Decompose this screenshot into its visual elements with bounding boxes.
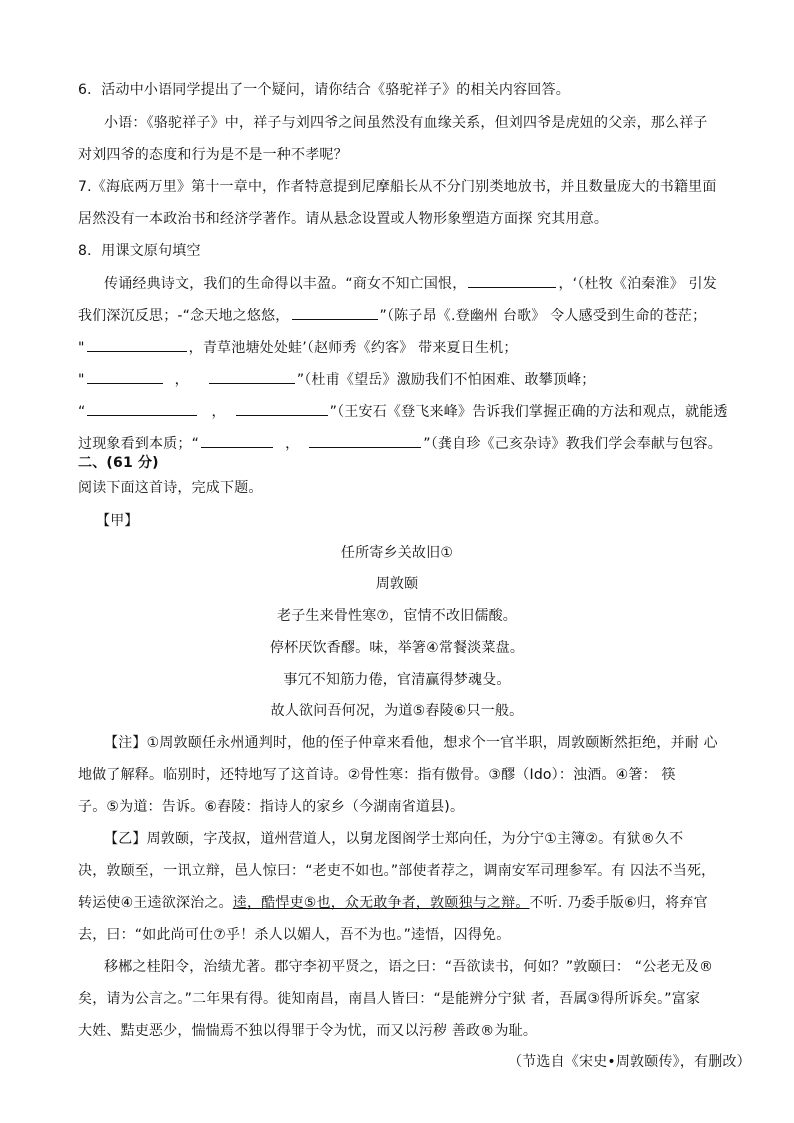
fill-blank-6[interactable] bbox=[87, 401, 197, 416]
q6-quote-line1: 小语：《骆驼祥子》中，祥子与刘四爷之间虽然没有血缘关系，但刘四爷是虎妞的父亲，那么祥子 bbox=[104, 115, 708, 131]
note-line1: 【注】①周敦颐任永州通判时，他的侄子仲章来看他，想求个一官半职，周敦颐断然拒绝，并耐 心 bbox=[104, 735, 718, 751]
poem-title: 任所寄乡关故旧① bbox=[340, 545, 454, 561]
source-citation: （节选自《宋史•周敦颐传》，有删改） bbox=[508, 1054, 751, 1070]
fill-blank-2[interactable] bbox=[292, 305, 378, 320]
passage-jia-label: 【甲】 bbox=[96, 513, 139, 529]
poem-line: 故人欲问吾何况，为道⑤舂陵⑥只一般。 bbox=[270, 703, 524, 719]
fill-blank-4[interactable] bbox=[87, 369, 163, 384]
poem-line: 老子生来骨性寒⑦，宦情不改旧儒酸。 bbox=[277, 608, 517, 624]
q8-line3-text: ，青草池塘处处蛙’（赵师秀《约客》 带来夏日生机； bbox=[188, 340, 518, 356]
q8-line6-comma: ， bbox=[285, 436, 300, 452]
q8-line2 bbox=[78, 305, 706, 326]
poem-line: 停杯厌饮香醪。味，举箸④常餐淡菜盘。 bbox=[269, 640, 525, 656]
fill-blank-7[interactable] bbox=[236, 401, 328, 416]
section-instruction: 阅读下面这首诗，完成下题。 bbox=[78, 480, 263, 496]
yi-line2: 决，敦颐至，一讯立辩，邑人惊曰：“老吏不如也。”部使者荐之，调南安军司理参军。有 囚法不当死， bbox=[78, 863, 716, 879]
q8-line6-text-a: 过现象看到本质；“ bbox=[78, 436, 200, 452]
q8-line4-text: ”（杜甫《望岳》激励我们不怕困难、敢攀顶峰； bbox=[296, 372, 596, 388]
note-line2: 地做了解释。临别时，还特地写了这首诗。②骨性寒：指有傲骨。③醪（Ido）：浊酒。④箸： 筷 bbox=[78, 767, 676, 783]
yi-line5: 移郴之桂阳令，治绩尤著。郡守李初平贤之，语之曰：“吾欲读书，何如？”敦颐曰： “公老无及® bbox=[104, 959, 714, 975]
yi-line3 bbox=[78, 893, 708, 913]
note-line3: 子。⑤为道：告诉。⑥舂陵：指诗人的家乡（今湖南省道县)。 bbox=[78, 799, 465, 815]
q8-line3-quote: " bbox=[78, 340, 85, 356]
poem-author: 周敦颐 bbox=[375, 576, 419, 592]
yi-line3-text-a: 转运使④王逵欲深治之。 bbox=[78, 895, 233, 911]
q8-line1-text-b: ，‘（杜牧《泊秦淮》 引发 bbox=[558, 276, 717, 292]
q8-line4-quote: " bbox=[78, 372, 85, 388]
fill-blank-8[interactable] bbox=[201, 433, 273, 448]
yi-line1: 【乙】周敦颐，字茂叔，道州营道人，以舅龙图阁学士郑向任，为分宁①主簿②。有狱®久不 bbox=[104, 831, 684, 847]
fill-blank-3[interactable] bbox=[87, 337, 187, 352]
q8-title: 8．用课文原句填空 bbox=[78, 243, 201, 259]
section-heading: 二、(61 分) bbox=[78, 455, 159, 471]
q6-prompt: 6．活动中小语同学提出了一个疑问，请你结合《骆驼祥子》的相关内容回答。 bbox=[78, 82, 570, 98]
q8-line1-text-a: 传诵经典诗文，我们的生命得以丰盈。“商女不知亡国恨， bbox=[104, 276, 467, 292]
q8-line5-quote: “ bbox=[78, 404, 86, 420]
q6-quote-line2: 对刘四爷的态度和行为是不是一种不孝呢？ bbox=[78, 147, 348, 163]
q8-line4 bbox=[78, 369, 596, 390]
q8-line5 bbox=[78, 401, 728, 422]
yi-line6: 矣，请为公言之。”二年果有得。徙知南昌，南昌人皆曰：“是能辨分宁狱 者，吾属③得所诉矣。”富家 bbox=[78, 991, 701, 1007]
q8-line6 bbox=[78, 433, 722, 454]
fill-blank-9[interactable] bbox=[309, 433, 421, 448]
q8-line4-comma: ， bbox=[174, 372, 189, 388]
poem-line: 事冗不知筋力倦，官清赢得梦魂殳。 bbox=[283, 672, 511, 688]
q8-line2-text-a: 我们深沉反思；-“念天地之悠悠， bbox=[78, 308, 290, 324]
q8-line6-text-b: ”（龚自珍《己亥杂诗》教我们学会奉献与包容。 bbox=[423, 436, 722, 452]
yi-line4: 去，曰：“如此尚可仕⑦乎！杀人以媚人，吾不为也。”逵悟，囚得免。 bbox=[78, 927, 511, 943]
underlined-sentence: 逵，酷悍吏⑤也，众无敢争者，敦颐独与之辩。 bbox=[232, 895, 530, 911]
yi-line7: 大姓、黠吏恶少，惴惴焉不独以得罪于令为忧，而又以污秽 善政®为耻。 bbox=[78, 1023, 538, 1039]
fill-blank-1[interactable] bbox=[468, 273, 556, 288]
q8-line2-text-b: ”（陈子昂《.登幽州 台歌》 令人感受到生命的苍茫； bbox=[379, 308, 707, 324]
yi-line3-text-c: 不听. 乃委手版⑥归，将弃官 bbox=[529, 895, 708, 911]
q8-line5-comma: ， bbox=[211, 404, 226, 420]
q7-line1: 7.《海底两万里》第十一章中，作者特意提到尼摩船长从不分门别类地放书，并且数量庞大的书籍里面 bbox=[78, 179, 717, 195]
q7-line2: 居然没有一本政治书和经济学著作。请从悬念设置或人物形象塑造方面探 究其用意。 bbox=[78, 211, 609, 227]
q8-line5-text: ”（王安石《登飞来峰》告诉我们掌握正确的方法和观点，就能透 bbox=[329, 404, 728, 420]
fill-blank-5[interactable] bbox=[209, 369, 295, 384]
q8-line3 bbox=[78, 337, 518, 358]
q8-line1 bbox=[104, 273, 717, 294]
